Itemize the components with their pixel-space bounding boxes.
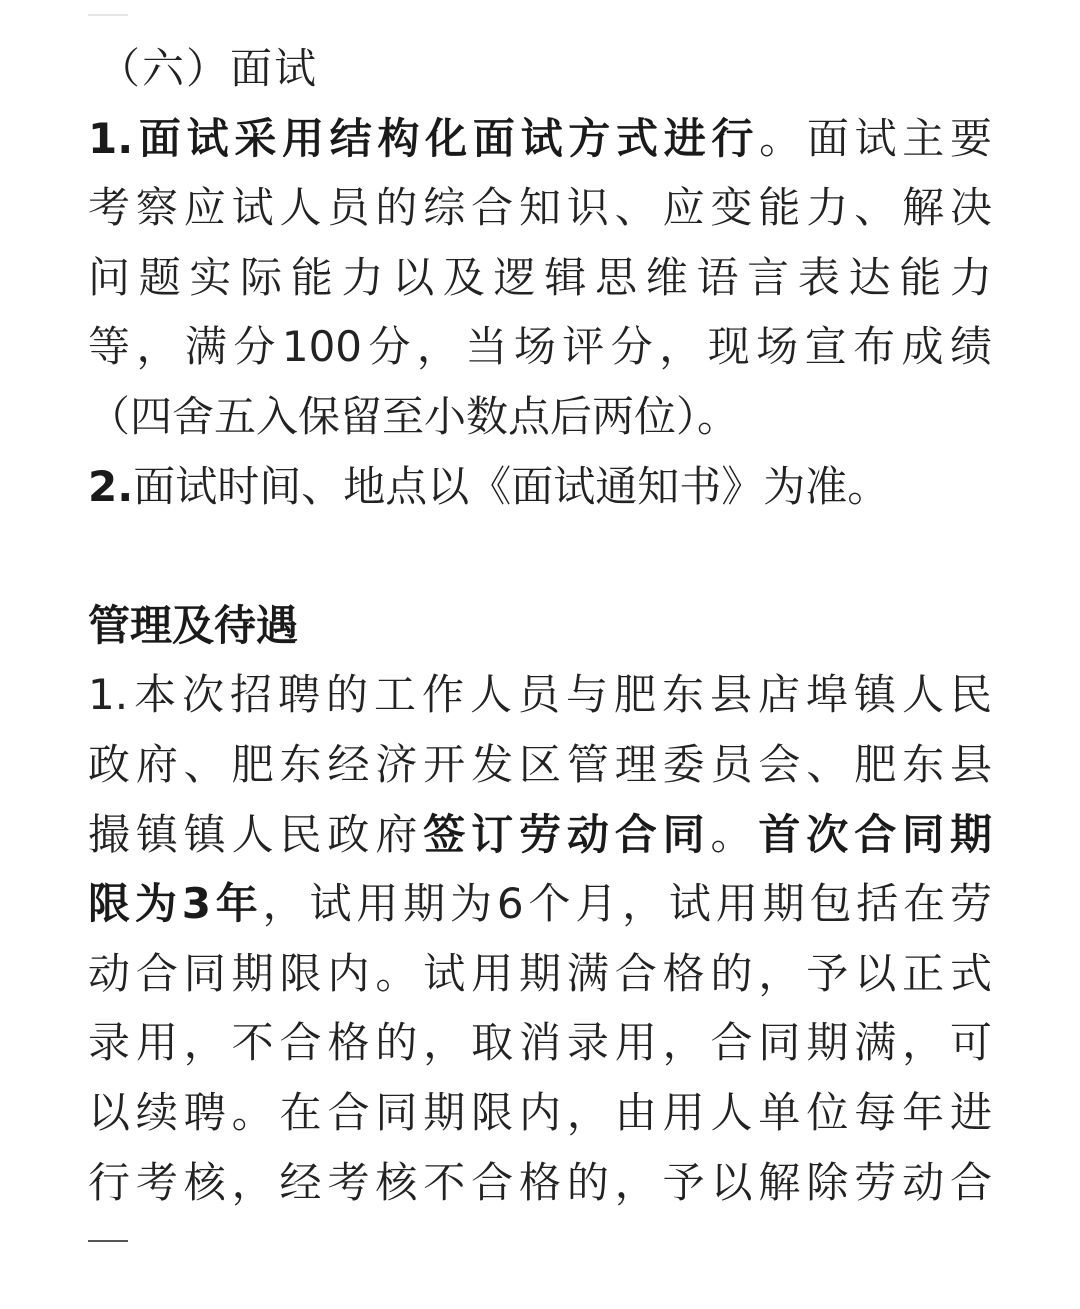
interview-p2-text: 面试时间、地点以《面试通知书》为准。 [133, 461, 890, 511]
management-p1-line3-bold1: 签订劳动合同 [423, 809, 711, 859]
management-p1-line3-punct: 。 [710, 809, 759, 859]
interview-p1-line1-rest: 。面试主要 [759, 113, 992, 163]
management-p1-line3 [88, 800, 992, 870]
interview-p1-line3: 问题实际能力以及逻辑思维语言表达能力 [88, 252, 992, 302]
management-p1-line4 [88, 869, 992, 939]
interview-p1-line4: 等，满分100分，当场评分，现场宣布成绩 [88, 322, 992, 372]
bottom-divider [88, 1240, 128, 1242]
top-divider [88, 14, 128, 16]
management-p1-line8: 行考核，经考核不合格的，予以解除劳动合 [88, 1157, 992, 1207]
management-title: 管理及待遇 [88, 600, 299, 650]
interview-p2 [88, 452, 992, 522]
interview-p1-line5: （四舍五入保留至小数点后两位）。 [88, 391, 740, 441]
interview-p1-line2: 考察应试人员的综合知识、应变能力、解决 [88, 183, 992, 233]
management-p1-line4-rest: ，试用期为6个月，试用期包括在劳 [262, 879, 992, 929]
article-body [88, 34, 992, 1217]
paragraph-spacer [88, 521, 992, 591]
management-p1-line6: 录用，不合格的，取消录用，合同期满，可 [88, 1018, 992, 1068]
interview-p1-line1 [88, 104, 992, 174]
management-p1-line3-bold2: 首次合同期 [758, 809, 992, 859]
interview-heading: （六）面试 [98, 44, 319, 93]
management-p1-line4-bold: 限为3年 [88, 879, 263, 929]
management-p1-line3-normal: 撮镇镇人民政府 [88, 809, 424, 859]
interview-p1-number: 1. [88, 113, 134, 163]
interview-p1-bold: 面试采用结构化面试方式进行 [133, 113, 760, 163]
management-p1-line1: 1.本次招聘的工作人员与肥东县店埠镇人民 [88, 670, 992, 720]
management-p1-line5: 动合同期限内。试用期满合格的，予以正式 [88, 948, 992, 998]
management-p1-line7: 以续聘。在合同期限内，由用人单位每年进 [88, 1087, 992, 1137]
interview-p2-number: 2. [88, 461, 134, 511]
management-p1-line2: 政府、肥东经济开发区管理委员会、肥东县 [88, 739, 992, 789]
